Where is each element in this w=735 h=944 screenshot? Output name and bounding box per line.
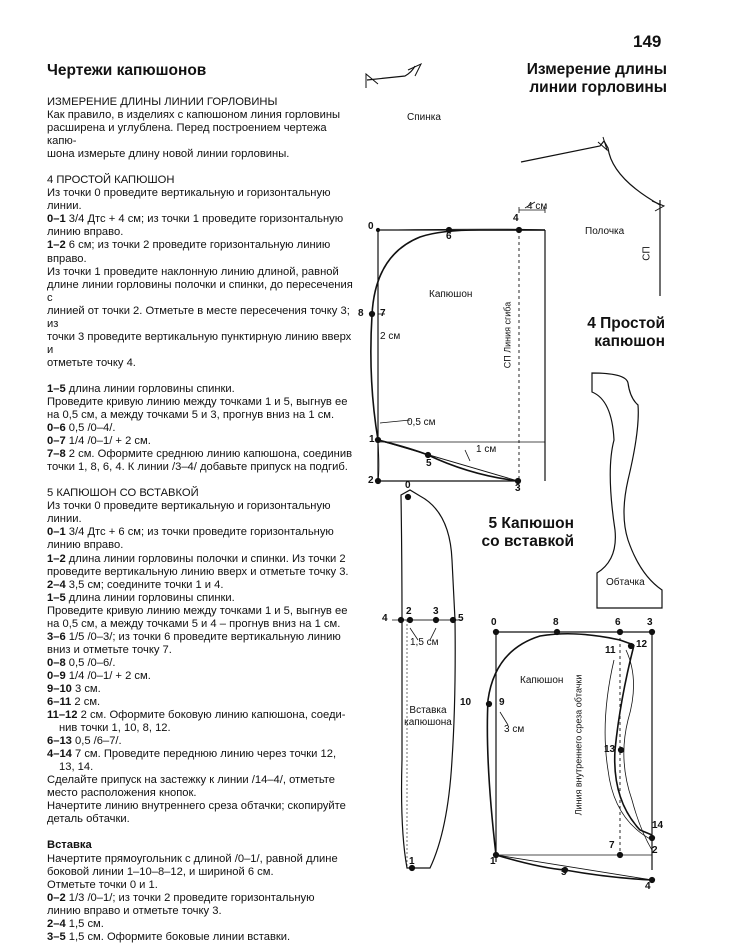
facing-drawing	[592, 373, 662, 608]
hood5-heading	[482, 515, 574, 551]
insert-point-5: 5	[458, 613, 464, 624]
hood4-drawing	[370, 202, 546, 484]
step-text: 0,5 /0–4/.	[65, 422, 116, 435]
hood5-point-5: 5	[561, 867, 567, 878]
step-label: 0–9	[47, 669, 66, 682]
insert-point-0: 0	[405, 480, 411, 491]
label-spinka: Спинка	[407, 112, 441, 123]
step-text: точки 1, 8, 6, 4. К линии /3–4/ добавьте припуск на подгиб.	[47, 461, 348, 474]
step-text: 4 ПРОСТОЙ КАПЮШОН	[47, 174, 175, 187]
step-label: 1–2	[47, 552, 66, 565]
polochka-neckline	[521, 141, 660, 205]
step-text: Проведите кривую линию между точками 1 и 5, выгнув ее	[47, 395, 348, 408]
step-text: 2 см. Оформите среднюю линию капюшона, соединив	[65, 448, 353, 461]
step-text: 6 см; из точки 2 проведите горизонтальную линию	[65, 239, 331, 252]
hood5-point-8: 8	[553, 617, 559, 628]
label-polochka: Полочка	[585, 226, 625, 237]
step-text: 13, 14.	[59, 761, 94, 774]
step-text: шона измерьте длину новой линии горловины.	[47, 148, 290, 161]
step-text: длина линии горловины спинки.	[65, 591, 235, 604]
hood4-point-4: 4	[513, 213, 519, 224]
step-text: 3/4 Дтс + 4 см; из точки 1 проведите горизонтальную	[65, 213, 344, 226]
spinka-neckline	[367, 66, 415, 80]
step-text: 1/4 /0–1/ + 2 см.	[65, 669, 151, 682]
step-text: вправо.	[47, 252, 87, 265]
hood4-point-0: 0	[368, 221, 374, 232]
hood5-label: Капюшон	[520, 675, 564, 686]
step-text: Из точки 1 проведите наклонную линию длиной, равной	[47, 265, 339, 278]
step-text: длине линии горловины полочки и спинки, до пересечения с	[47, 278, 353, 304]
hood5-point-14: 14	[652, 820, 664, 831]
step-label: 2–4	[47, 578, 66, 591]
hood5-measure-3cm: 3 см	[504, 724, 525, 735]
step-text: место расположения кнопок.	[47, 787, 197, 800]
step-text: 3 см.	[71, 682, 101, 695]
step-text: деталь обтачки.	[47, 813, 130, 826]
step-text: длина линии горловины спинки.	[65, 382, 235, 395]
step-text: вниз и отметьте точку 7.	[47, 643, 172, 656]
step-text: линию вправо и отметьте точку 3.	[47, 904, 222, 917]
step-text: на 0,5 см, а между точками 5 и 3, прогнув вниз на 1 см.	[47, 409, 335, 422]
hood4-point-2: 2	[368, 475, 374, 486]
insert-drawing	[392, 490, 462, 871]
hood5-point-9: 9	[499, 697, 505, 708]
step-text: 1/3 /0–1/; из точки 2 проведите горизонтальную	[65, 891, 315, 904]
insert-measure-15cm: 1,5 см	[410, 637, 439, 648]
hood4-point-3: 3	[515, 483, 521, 494]
step-text: Проведите кривую линию между точками 1 и 5, выгнув ее	[47, 604, 348, 617]
step-text: на 0,5 см, а между точками 5 и 4 – прогнув вниз на 1 см.	[47, 617, 341, 630]
step-label: 1–5	[47, 591, 66, 604]
step-label: 0–7	[47, 435, 66, 448]
step-text: линии.	[47, 513, 82, 526]
step-text: Как правило, в изделиях с капюшоном линия горловины	[47, 109, 341, 122]
hood5-point-13: 13	[604, 744, 616, 755]
step-text: линии.	[47, 200, 82, 213]
step-text: линию вправо.	[47, 539, 124, 552]
hood5-point-11: 11	[605, 645, 616, 656]
hood4-point-5: 5	[426, 458, 432, 469]
hood4-label: Капюшон	[429, 289, 473, 300]
hood4-heading	[587, 315, 665, 351]
step-text: 1/4 /0–1/ + 2 см.	[65, 435, 151, 448]
hood5-point-1: 1	[490, 856, 496, 867]
insert-point-2: 2	[406, 606, 412, 617]
step-text: 3/4 Дтс + 6 см; из точки проведите горизонтальную	[65, 526, 334, 539]
hood5-heading-line1: 5 Капюшон	[488, 515, 574, 532]
insert-label-line2: капюшона	[404, 717, 452, 728]
step-text: 7 см. Проведите переднюю линию через точки 12,	[71, 748, 337, 761]
hood5-point-10: 10	[460, 697, 472, 708]
step-text: 1,5 см. Оформите боковые линии вставки.	[65, 930, 291, 943]
hood4-point-7: 7	[380, 308, 386, 319]
step-label: 0–1	[47, 213, 66, 226]
step-label: 1–5	[47, 382, 66, 395]
hood4-measure-05cm: 0,5 см	[407, 417, 436, 428]
step-text: 5 КАПЮШОН СО ВСТАВКОЙ	[47, 487, 199, 500]
hood4-measure-1cm: 1 см	[476, 444, 497, 455]
step-text: боковой линии 1–10–8–12, и шириной 6 см.	[47, 865, 274, 878]
step-label: 6–11	[47, 696, 72, 709]
step-label: 0–8	[47, 656, 66, 669]
hood5-point-6: 6	[615, 617, 621, 628]
page-title: Чертежи капюшонов	[47, 62, 207, 79]
insert-label-line1: Вставка	[409, 705, 447, 716]
step-text: Начертите линию внутреннего среза обтачки; скопируйте	[47, 800, 346, 813]
page-number: 149	[633, 32, 662, 51]
text-line	[47, 931, 355, 944]
step-text: Из точки 0 проведите вертикальную и горизонтальную	[47, 187, 331, 200]
step-text: 0,5 /0–6/.	[65, 656, 116, 669]
step-label: 6–13	[47, 735, 72, 748]
step-text: ИЗМЕРЕНИЕ ДЛИНЫ ЛИНИИ ГОРЛОВИНЫ	[47, 96, 278, 108]
step-label: 3–6	[47, 630, 66, 643]
step-text: отметьте точку 4.	[47, 356, 136, 369]
hood4-point-6: 6	[446, 231, 452, 242]
hood5-drawing	[487, 630, 655, 883]
step-text: Из точки 0 проведите вертикальную и горизонтальную	[47, 500, 331, 513]
step-text: расширена и углублена. Перед построением чертежа капю-	[47, 122, 327, 148]
step-text: 3,5 см; соедините точки 1 и 4.	[65, 578, 224, 591]
step-text: проведите вертикальную линию вверх и отметьте точку 3.	[47, 565, 349, 578]
hood5-point-12: 12	[636, 639, 648, 650]
hood5-heading-line2: со вставкой	[481, 533, 574, 550]
hood5-point-7: 7	[609, 840, 615, 851]
step-text: линией от точки 2. Отметьте в месте пересечения точку 3; из	[47, 304, 350, 330]
hood5-inner-line-label: Линия внутреннего среза обтачки	[573, 674, 584, 816]
step-label: 11–12	[47, 709, 78, 722]
hood4-fold-label: СП Линия сгиба	[502, 301, 513, 369]
step-text: 1/5 /0–3/; из точки 6 проведите вертикальную линию	[65, 630, 341, 643]
insert-point-1: 1	[409, 856, 415, 867]
step-label: 2–4	[47, 917, 66, 930]
insert-point-3: 3	[433, 606, 439, 617]
step-label: 7–8	[47, 448, 66, 461]
insert-point-4: 4	[382, 613, 388, 624]
step-text: Начертите прямоугольник с длиной /0–1/, равной длине	[47, 852, 338, 865]
hood5-point-2: 2	[652, 845, 658, 856]
text-line	[47, 918, 355, 931]
step-text: Отметьте точки 0 и 1.	[47, 878, 158, 891]
label-sp: СП	[641, 246, 653, 261]
section-title-line1: Измерение длины	[526, 61, 667, 78]
step-text: линию вправо.	[47, 226, 124, 239]
step-label: 0–6	[47, 422, 66, 435]
step-label: 4–14	[47, 748, 72, 761]
hood5-point-3: 3	[647, 617, 653, 628]
step-text: длина линии горловины полочки и спинки. Из точки 2	[65, 552, 346, 565]
step-text: точки 3 проведите вертикальную пунктирную линию вверх и	[47, 330, 352, 356]
insert-label	[402, 705, 454, 729]
hood4-measure-2cm: 2 см	[380, 331, 401, 342]
facing-label: Обтачка	[606, 577, 645, 588]
hood5-point-0: 0	[491, 617, 497, 628]
step-label: 3–5	[47, 930, 66, 943]
step-text: Сделайте припуск на застежку к линии /14–4/, отметьте	[47, 774, 336, 787]
step-label: 0–1	[47, 526, 66, 539]
step-text: 2 см. Оформите боковую линию капюшона, соеди-	[77, 709, 346, 722]
hood4-point-8: 8	[358, 308, 364, 319]
step-text: 2 см.	[71, 696, 101, 709]
step-text: 1,5 см.	[65, 917, 104, 930]
hood5-point-4: 4	[645, 881, 651, 892]
hood4-heading-line2: капюшон	[594, 333, 665, 350]
hood4-heading-line1: 4 Простой	[587, 315, 665, 332]
step-label: 9–10	[47, 682, 72, 695]
step-label: 1–2	[47, 239, 66, 252]
section-title-line2: линии горловины	[529, 79, 667, 96]
step-label: 0–2	[47, 891, 66, 904]
step-text: нив точки 1, 10, 8, 12.	[59, 722, 171, 735]
step-text: Вставка	[47, 839, 92, 852]
hood4-point-1: 1	[369, 434, 375, 445]
hood4-measure-4cm: 4 см	[527, 201, 548, 212]
step-text: 0,5 /6–7/.	[71, 735, 122, 748]
